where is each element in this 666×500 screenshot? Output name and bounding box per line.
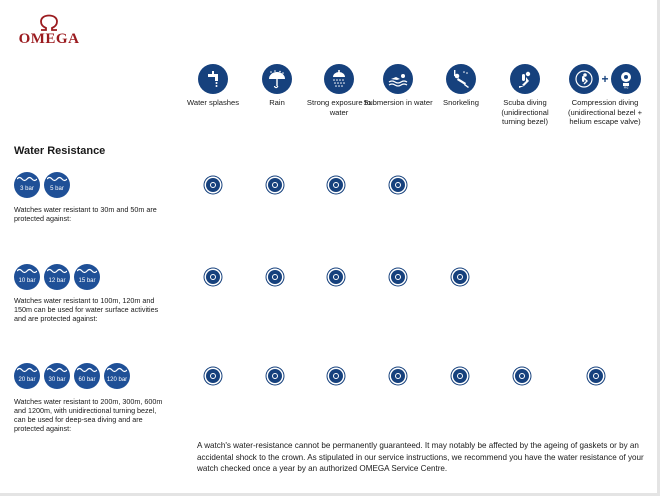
protection-dot (329, 178, 343, 192)
activity-label: Strong exposure to water (306, 98, 372, 117)
bar-badge: 60 bar (74, 363, 100, 389)
section-title: Water Resistance (14, 145, 106, 157)
protection-dot (391, 270, 405, 284)
omega-symbol-icon (38, 14, 60, 32)
protection-dot (453, 270, 467, 284)
protection-dot (329, 270, 343, 284)
svg-text:He: He (623, 85, 628, 89)
protection-dot (206, 270, 220, 284)
badge-group-1 (14, 172, 70, 198)
protection-dot (589, 369, 603, 383)
helium-valve-icon (611, 64, 641, 94)
bar-badge: 30 bar (44, 363, 70, 389)
footnote: A watch's water-resistance cannot be permanently guaranteed. It may notably be affected by the ageing of gaskets or by an accidental shock to the crown. As stipulated in our service instructions, we recommend you have the water resistance of your watch checked once a year by an authorized OMEGA Service Centre. (197, 441, 644, 473)
activity-water-splashes (178, 64, 248, 108)
protection-dot (268, 369, 282, 383)
activity-label: Rain (269, 98, 285, 107)
protection-dot (206, 369, 220, 383)
bar-badge: 15 bar (74, 264, 100, 290)
protection-dot (268, 270, 282, 284)
brand-name: OMEGA (18, 31, 80, 47)
protection-dot (329, 369, 343, 383)
activity-label: Submersion in water (363, 98, 433, 107)
faucet-icon (198, 64, 228, 94)
swimmer-icon (383, 64, 413, 94)
umbrella-rain-icon (262, 64, 292, 94)
group-description: Watches water resistant to 100m, 120m and 150m can be used for water surface activities and are protected against: (14, 296, 159, 323)
protection-dot (391, 178, 405, 192)
activity-snorkeling (426, 64, 496, 108)
badge-group-3 (14, 363, 130, 389)
omega-logo[interactable] (14, 14, 84, 48)
protection-dot (515, 369, 529, 383)
snorkeler-icon (446, 64, 476, 94)
group-description: Watches water resistant to 200m, 300m, 600m and 1200m, with unidirectional turning bezel, can be used for deep-sea diving and are protected against: (14, 397, 163, 433)
bar-badge: 10 bar (14, 264, 40, 290)
bezel-diver-icon (569, 64, 599, 94)
shower-icon (324, 64, 354, 94)
scuba-diver-icon (510, 64, 540, 94)
activity-label: Water splashes (186, 98, 240, 107)
bar-badge: 5 bar (44, 172, 70, 198)
bar-badge: 3 bar (14, 172, 40, 198)
activity-label: Snorkeling (443, 98, 479, 107)
protection-dot (453, 369, 467, 383)
activity-compression-diving (560, 64, 650, 127)
badge-group-2 (14, 264, 100, 290)
group-description: Watches water resistant to 30m and 50m are protected against: (14, 205, 157, 223)
plus-icon: + (601, 72, 609, 86)
protection-dot (391, 369, 405, 383)
bar-badge: 20 bar (14, 363, 40, 389)
activity-submersion (363, 64, 433, 108)
activity-rain (242, 64, 312, 108)
protection-dot (268, 178, 282, 192)
activity-label: Compression diving (unidirectional bezel + helium escape valve) (567, 98, 643, 126)
bar-badge: 12 bar (44, 264, 70, 290)
bar-badge: 120 bar (104, 363, 130, 389)
compression-diving-icon (560, 64, 650, 94)
activity-label: Scuba diving (unidirectional turning bezel) (501, 98, 549, 126)
protection-dot (206, 178, 220, 192)
activity-scuba-diving (490, 64, 560, 127)
